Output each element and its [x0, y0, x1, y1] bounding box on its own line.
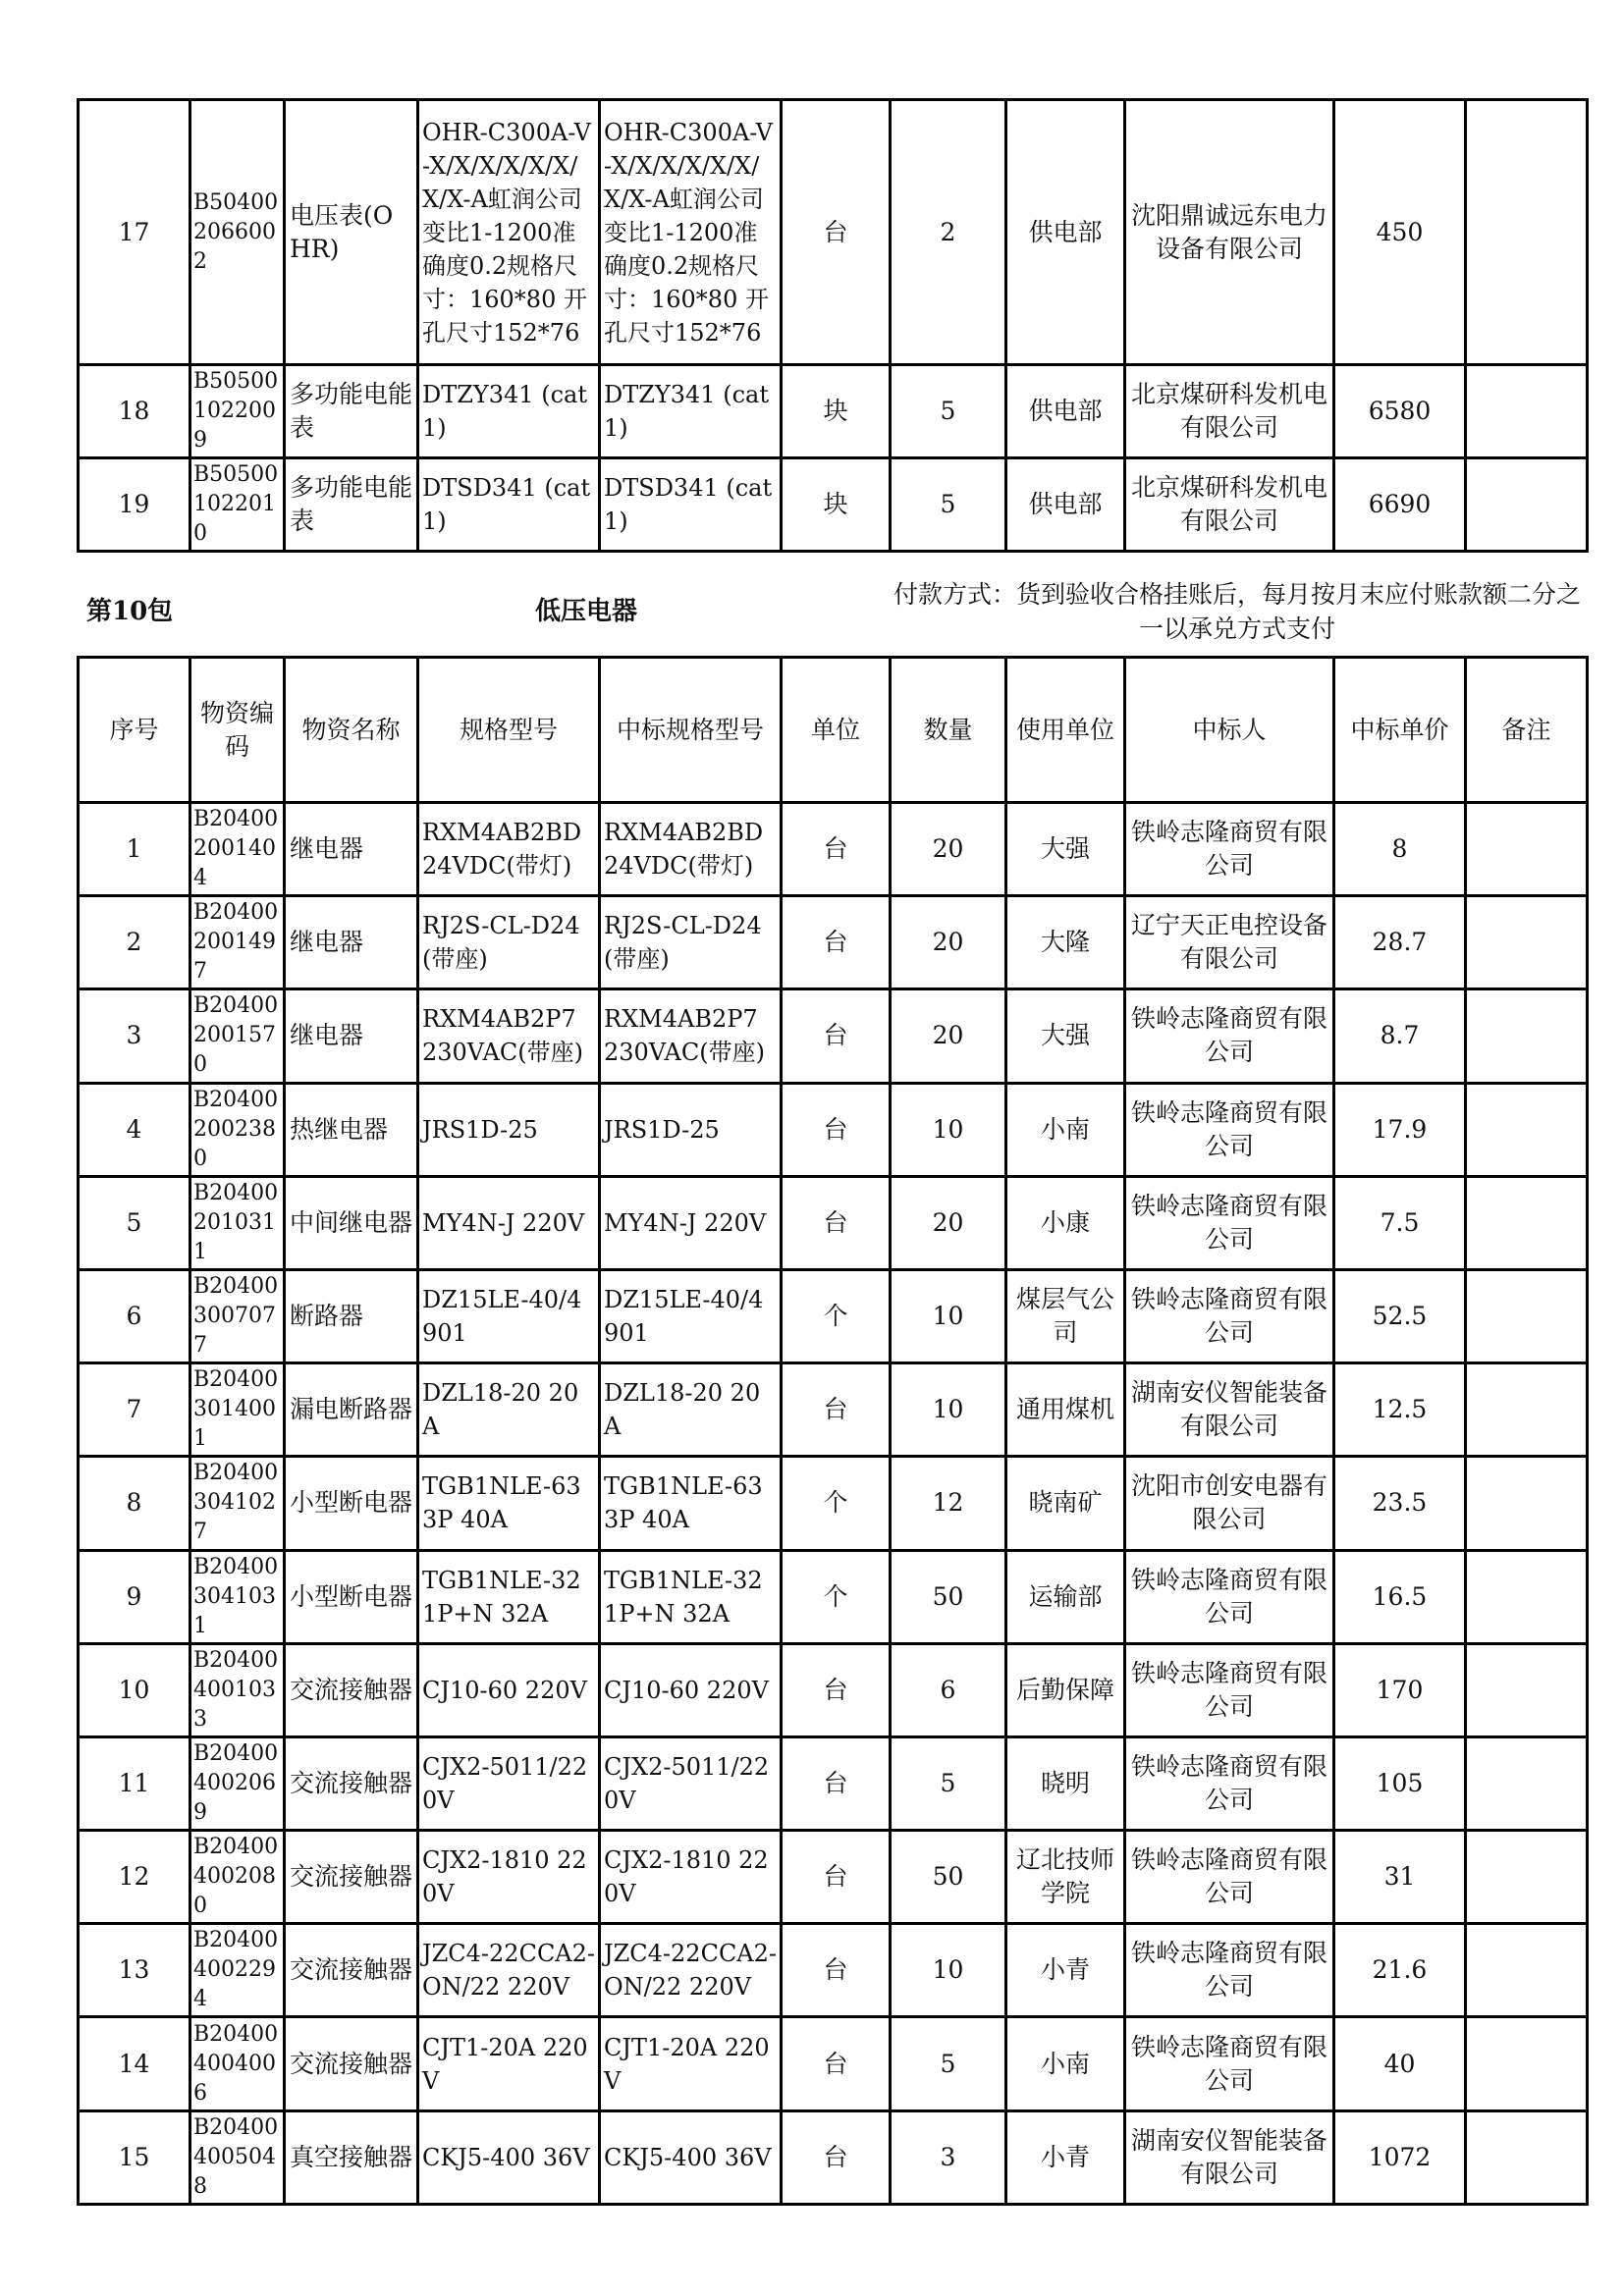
- cell-win-spec: DTZY341 (cat1): [600, 365, 782, 458]
- cell-win-spec: CJX2-1810 220V: [600, 1831, 782, 1924]
- cell-name: 热继电器: [285, 1083, 418, 1176]
- cell-win-spec: RJ2S-CL-D24(带座): [600, 896, 782, 989]
- cell-code: B204003041027: [190, 1457, 285, 1550]
- cell-win-spec: DZL18-20 20A: [600, 1363, 782, 1457]
- cell-win-spec: TGB1NLE-63 3P 40A: [600, 1457, 782, 1550]
- table-row: [79, 365, 1588, 458]
- cell-note: [1466, 2017, 1588, 2110]
- cell-price: 8: [1334, 803, 1466, 896]
- cell-win-spec: CJ10-60 220V: [600, 1643, 782, 1736]
- cell-winner: 铁岭志隆商贸有限公司: [1125, 989, 1334, 1083]
- cell-qty: 5: [891, 365, 1006, 458]
- cell-note: [1466, 1924, 1588, 2017]
- header-row: [79, 658, 1588, 803]
- cell-no: 8: [79, 1457, 190, 1550]
- cell-note: [1466, 1269, 1588, 1362]
- cell-unit: 个: [782, 1550, 891, 1643]
- cell-note: [1466, 1643, 1588, 1736]
- cell-price: 12.5: [1334, 1363, 1466, 1457]
- cell-price: 31: [1334, 1831, 1466, 1924]
- cell-code: B204002001570: [190, 989, 285, 1083]
- cell-name: 交流接触器: [285, 1643, 418, 1736]
- cell-code: B204002001404: [190, 803, 285, 896]
- cell-price: 6690: [1334, 458, 1466, 552]
- payment-terms: 付款方式：货到验收合格挂账后，每月按月末应付账款额二分之一以承兑方式支付: [893, 580, 1581, 643]
- cell-dept: 运输部: [1006, 1550, 1125, 1643]
- header-qty: 数量: [891, 658, 1006, 803]
- cell-spec: OHR-C300A-V-X/X/X/X/X/X/X/X-A虹润公司变比1-1200准确度0.2规格尺寸：160*80 开孔尺寸152*76: [418, 100, 600, 365]
- cell-price: 8.7: [1334, 989, 1466, 1083]
- low-voltage-table: [77, 656, 1589, 2206]
- cell-winner: 铁岭志隆商贸有限公司: [1125, 1550, 1334, 1643]
- package-name: 低压电器: [535, 597, 638, 626]
- cell-qty: 5: [891, 458, 1006, 552]
- cell-winner: 铁岭志隆商贸有限公司: [1125, 1924, 1334, 2017]
- cell-dept: 小康: [1006, 1176, 1125, 1269]
- cell-qty: 3: [891, 2110, 1006, 2204]
- cell-spec: DTZY341 (cat1): [418, 365, 600, 458]
- cell-spec: DZ15LE-40/4901: [418, 1269, 600, 1362]
- cell-win-spec: RXM4AB2P7 230VAC(带座): [600, 989, 782, 1083]
- cell-qty: 10: [891, 1083, 1006, 1176]
- cell-no: 10: [79, 1643, 190, 1736]
- table-row: [79, 2110, 1588, 2204]
- header-unit: 单位: [782, 658, 891, 803]
- cell-name: 真空接触器: [285, 2110, 418, 2204]
- cell-dept: 晓南矿: [1006, 1457, 1125, 1550]
- cell-dept: 供电部: [1006, 458, 1125, 552]
- cell-note: [1466, 803, 1588, 896]
- cell-dept: 大强: [1006, 803, 1125, 896]
- cell-code: B204004002080: [190, 1831, 285, 1924]
- cell-code: B504002066002: [190, 100, 285, 365]
- cell-price: 170: [1334, 1643, 1466, 1736]
- cell-qty: 50: [891, 1831, 1006, 1924]
- cell-qty: 10: [891, 1363, 1006, 1457]
- cell-code: B505001022010: [190, 458, 285, 552]
- cell-code: B204004004006: [190, 2017, 285, 2110]
- cell-unit: 台: [782, 989, 891, 1083]
- cell-price: 17.9: [1334, 1083, 1466, 1176]
- cell-unit: 台: [782, 1643, 891, 1736]
- cell-name: 继电器: [285, 989, 418, 1083]
- cell-winner: 辽宁天正电控设备有限公司: [1125, 896, 1334, 989]
- cell-qty: 12: [891, 1457, 1006, 1550]
- cell-unit: 台: [782, 1363, 891, 1457]
- cell-qty: 20: [891, 1176, 1006, 1269]
- cell-winner: 湖南安仪智能装备有限公司: [1125, 1363, 1334, 1457]
- cell-qty: 5: [891, 2017, 1006, 2110]
- cell-price: 105: [1334, 1736, 1466, 1830]
- cell-winner: 湖南安仪智能装备有限公司: [1125, 2110, 1334, 2204]
- cell-no: 17: [79, 100, 190, 365]
- header-note: 备注: [1466, 658, 1588, 803]
- cell-name: 小型断电器: [285, 1457, 418, 1550]
- cell-unit: 块: [782, 365, 891, 458]
- cell-winner: 铁岭志隆商贸有限公司: [1125, 2017, 1334, 2110]
- cell-name: 电压表(OHR): [285, 100, 418, 365]
- cell-name: 继电器: [285, 896, 418, 989]
- cell-dept: 供电部: [1006, 100, 1125, 365]
- cell-qty: 50: [891, 1550, 1006, 1643]
- cell-unit: 台: [782, 1924, 891, 2017]
- previous-package-table: [77, 98, 1589, 553]
- cell-code: B204002002380: [190, 1083, 285, 1176]
- cell-dept: 后勤保障: [1006, 1643, 1125, 1736]
- cell-name: 交流接触器: [285, 1831, 418, 1924]
- cell-qty: 20: [891, 896, 1006, 989]
- cell-code: B204003007077: [190, 1269, 285, 1362]
- table-row: [79, 2017, 1588, 2110]
- cell-price: 1072: [1334, 2110, 1466, 2204]
- cell-unit: 台: [782, 1083, 891, 1176]
- table-row: [79, 1083, 1588, 1176]
- table-row: [79, 1363, 1588, 1457]
- cell-win-spec: CKJ5-400 36V: [600, 2110, 782, 2204]
- cell-spec: CKJ5-400 36V: [418, 2110, 600, 2204]
- cell-spec: JRS1D-25: [418, 1083, 600, 1176]
- cell-price: 7.5: [1334, 1176, 1466, 1269]
- cell-spec: RXM4AB2P7 230VAC(带座): [418, 989, 600, 1083]
- cell-code: B204002010311: [190, 1176, 285, 1269]
- cell-win-spec: OHR-C300A-V-X/X/X/X/X/X/X/X-A虹润公司变比1-1200准确度0.2规格尺寸：160*80 开孔尺寸152*76: [600, 100, 782, 365]
- cell-unit: 个: [782, 1269, 891, 1362]
- cell-winner: 沈阳市创安电器有限公司: [1125, 1457, 1334, 1550]
- header-price: 中标单价: [1334, 658, 1466, 803]
- cell-name: 交流接触器: [285, 1736, 418, 1830]
- cell-winner: 铁岭志隆商贸有限公司: [1125, 1083, 1334, 1176]
- cell-unit: 台: [782, 1831, 891, 1924]
- cell-code: B204004001033: [190, 1643, 285, 1736]
- cell-no: 5: [79, 1176, 190, 1269]
- cell-qty: 10: [891, 1269, 1006, 1362]
- cell-spec: CJX2-1810 220V: [418, 1831, 600, 1924]
- cell-spec: DTSD341 (cat1): [418, 458, 600, 552]
- cell-unit: 台: [782, 2017, 891, 2110]
- cell-winner: 铁岭志隆商贸有限公司: [1125, 1643, 1334, 1736]
- cell-winner: 铁岭志隆商贸有限公司: [1125, 1269, 1334, 1362]
- cell-code: B204004002069: [190, 1736, 285, 1830]
- cell-spec: RJ2S-CL-D24(带座): [418, 896, 600, 989]
- cell-code: B204004005048: [190, 2110, 285, 2204]
- cell-price: 16.5: [1334, 1550, 1466, 1643]
- table-row: [79, 1457, 1588, 1550]
- cell-note: [1466, 2110, 1588, 2204]
- table-row: [79, 1736, 1588, 1830]
- cell-no: 2: [79, 896, 190, 989]
- header-name: 物资名称: [285, 658, 418, 803]
- cell-note: [1466, 365, 1588, 458]
- cell-dept: 小青: [1006, 2110, 1125, 2204]
- cell-win-spec: DZ15LE-40/4901: [600, 1269, 782, 1362]
- cell-no: 19: [79, 458, 190, 552]
- cell-win-spec: JZC4-22CCA2-ON/22 220V: [600, 1924, 782, 2017]
- cell-note: [1466, 1831, 1588, 1924]
- cell-qty: 10: [891, 1924, 1006, 2017]
- cell-note: [1466, 1457, 1588, 1550]
- cell-winner: 沈阳鼎诚远东电力设备有限公司: [1125, 100, 1334, 365]
- cell-name: 断路器: [285, 1269, 418, 1362]
- cell-win-spec: DTSD341 (cat1): [600, 458, 782, 552]
- cell-name: 多功能电能表: [285, 458, 418, 552]
- header-code: 物资编码: [190, 658, 285, 803]
- cell-win-spec: JRS1D-25: [600, 1083, 782, 1176]
- cell-code: B204002001497: [190, 896, 285, 989]
- cell-note: [1466, 1083, 1588, 1176]
- table-row: [79, 1831, 1588, 1924]
- cell-win-spec: MY4N-J 220V: [600, 1176, 782, 1269]
- cell-note: [1466, 1176, 1588, 1269]
- cell-price: 21.6: [1334, 1924, 1466, 2017]
- cell-name: 继电器: [285, 803, 418, 896]
- table-row: [79, 1176, 1588, 1269]
- header-no: 序号: [79, 658, 190, 803]
- cell-spec: RXM4AB2BD24VDC(带灯): [418, 803, 600, 896]
- table-row: [79, 1550, 1588, 1643]
- header-win-spec: 中标规格型号: [600, 658, 782, 803]
- cell-dept: 小南: [1006, 1083, 1125, 1176]
- cell-winner: 北京煤研科发机电有限公司: [1125, 458, 1334, 552]
- cell-name: 小型断电器: [285, 1550, 418, 1643]
- cell-no: 6: [79, 1269, 190, 1362]
- table-row: [79, 100, 1588, 365]
- cell-qty: 20: [891, 989, 1006, 1083]
- cell-dept: 辽北技师学院: [1006, 1831, 1125, 1924]
- cell-price: 52.5: [1334, 1269, 1466, 1362]
- cell-name: 交流接触器: [285, 2017, 418, 2110]
- header-dept: 使用单位: [1006, 658, 1125, 803]
- cell-no: 11: [79, 1736, 190, 1830]
- cell-price: 23.5: [1334, 1457, 1466, 1550]
- cell-unit: 台: [782, 1736, 891, 1830]
- cell-spec: CJT1-20A 220V: [418, 2017, 600, 2110]
- cell-no: 1: [79, 803, 190, 896]
- cell-winner: 铁岭志隆商贸有限公司: [1125, 803, 1334, 896]
- cell-win-spec: TGB1NLE-32 1P+N 32A: [600, 1550, 782, 1643]
- cell-note: [1466, 989, 1588, 1083]
- cell-note: [1466, 1736, 1588, 1830]
- cell-unit: 块: [782, 458, 891, 552]
- cell-spec: TGB1NLE-63 3P 40A: [418, 1457, 600, 1550]
- cell-spec: MY4N-J 220V: [418, 1176, 600, 1269]
- cell-winner: 铁岭志隆商贸有限公司: [1125, 1176, 1334, 1269]
- cell-no: 15: [79, 2110, 190, 2204]
- cell-no: 4: [79, 1083, 190, 1176]
- cell-no: 3: [79, 989, 190, 1083]
- cell-code: B204003014001: [190, 1363, 285, 1457]
- table-row: [79, 803, 1588, 896]
- cell-spec: CJX2-5011/220V: [418, 1736, 600, 1830]
- cell-no: 13: [79, 1924, 190, 2017]
- cell-dept: 大隆: [1006, 896, 1125, 989]
- cell-price: 450: [1334, 100, 1466, 365]
- table-row: [79, 896, 1588, 989]
- cell-winner: 铁岭志隆商贸有限公司: [1125, 1736, 1334, 1830]
- cell-qty: 2: [891, 100, 1006, 365]
- cell-spec: JZC4-22CCA2-ON/22 220V: [418, 1924, 600, 2017]
- cell-unit: 台: [782, 896, 891, 989]
- cell-winner: 北京煤研科发机电有限公司: [1125, 365, 1334, 458]
- cell-price: 28.7: [1334, 896, 1466, 989]
- cell-no: 14: [79, 2017, 190, 2110]
- cell-note: [1466, 100, 1588, 365]
- cell-note: [1466, 896, 1588, 989]
- cell-spec: TGB1NLE-32 1P+N 32A: [418, 1550, 600, 1643]
- cell-qty: 20: [891, 803, 1006, 896]
- table-row: [79, 1643, 1588, 1736]
- cell-note: [1466, 1363, 1588, 1457]
- cell-winner: 铁岭志隆商贸有限公司: [1125, 1831, 1334, 1924]
- table-row: [79, 989, 1588, 1083]
- cell-name: 中间继电器: [285, 1176, 418, 1269]
- cell-unit: 台: [782, 100, 891, 365]
- cell-no: 7: [79, 1363, 190, 1457]
- cell-dept: 通用煤机: [1006, 1363, 1125, 1457]
- cell-unit: 台: [782, 1176, 891, 1269]
- package-number: 第10包: [86, 597, 174, 626]
- header-winner: 中标人: [1125, 658, 1334, 803]
- cell-no: 9: [79, 1550, 190, 1643]
- cell-name: 交流接触器: [285, 1924, 418, 2017]
- cell-qty: 5: [891, 1736, 1006, 1830]
- cell-dept: 煤层气公司: [1006, 1269, 1125, 1362]
- cell-spec: DZL18-20 20A: [418, 1363, 600, 1457]
- cell-dept: 小青: [1006, 1924, 1125, 2017]
- cell-unit: 台: [782, 803, 891, 896]
- cell-code: B505001022009: [190, 365, 285, 458]
- table-row: [79, 1924, 1588, 2017]
- cell-spec: CJ10-60 220V: [418, 1643, 600, 1736]
- cell-note: [1466, 1550, 1588, 1643]
- cell-code: B204003041031: [190, 1550, 285, 1643]
- header-spec: 规格型号: [418, 658, 600, 803]
- cell-dept: 小南: [1006, 2017, 1125, 2110]
- cell-win-spec: CJT1-20A 220V: [600, 2017, 782, 2110]
- cell-win-spec: RXM4AB2BD24VDC(带灯): [600, 803, 782, 896]
- table-row: [79, 458, 1588, 552]
- cell-name: 漏电断路器: [285, 1363, 418, 1457]
- cell-no: 18: [79, 365, 190, 458]
- cell-price: 6580: [1334, 365, 1466, 458]
- cell-no: 12: [79, 1831, 190, 1924]
- cell-name: 多功能电能表: [285, 365, 418, 458]
- cell-price: 40: [1334, 2017, 1466, 2110]
- cell-win-spec: CJX2-5011/220V: [600, 1736, 782, 1830]
- cell-dept: 晓明: [1006, 1736, 1125, 1830]
- cell-note: [1466, 458, 1588, 552]
- cell-dept: 供电部: [1006, 365, 1125, 458]
- cell-qty: 6: [891, 1643, 1006, 1736]
- cell-unit: 个: [782, 1457, 891, 1550]
- cell-unit: 台: [782, 2110, 891, 2204]
- cell-code: B204004002294: [190, 1924, 285, 2017]
- table-row: [79, 1269, 1588, 1362]
- cell-dept: 大强: [1006, 989, 1125, 1083]
